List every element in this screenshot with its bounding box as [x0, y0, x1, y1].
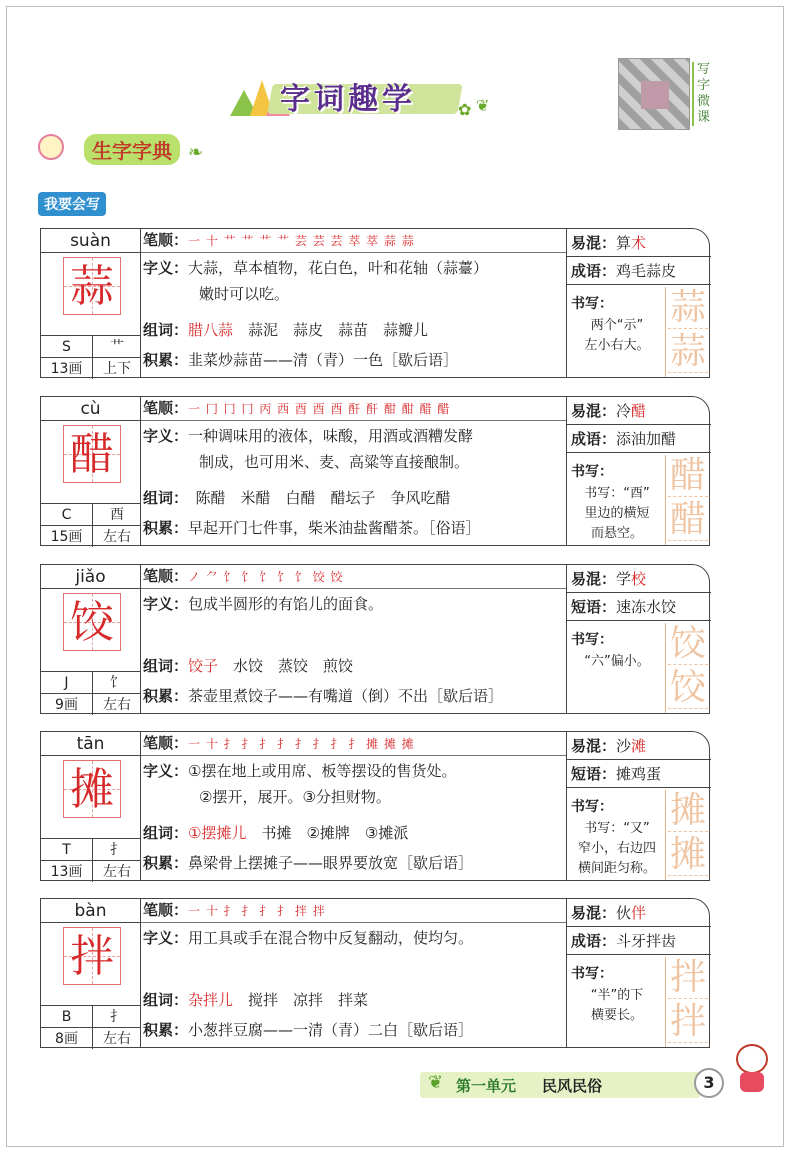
writing-tip-1: 两个“示”: [590, 318, 644, 333]
stroke-order-row: 笔顺：一 十 扌 扌 扌 扌 扌 扌 扌 扌 摊 摊 摊: [141, 732, 566, 756]
structure: 左右: [103, 697, 131, 713]
words-highlight: ①摆摊儿: [188, 824, 247, 842]
meaning-row-2: [141, 786, 566, 808]
trace-character[interactable]: 蒜: [669, 331, 706, 372]
stroke-order-row: 笔顺：一 十 艹 艹 艹 艹 芸 芸 芸 萃 萃 蒜 蒜: [141, 229, 566, 253]
char-card: [40, 396, 710, 546]
radical: 扌: [110, 842, 124, 858]
structure: 左右: [103, 529, 131, 545]
writing-label: 书写：: [571, 296, 613, 312]
stroke-count: 13画: [41, 358, 93, 379]
phrase-row: 成语：添油加醋: [567, 425, 711, 453]
index-row: [41, 1005, 140, 1027]
stroke-count: 9画: [41, 694, 93, 715]
index-row: [41, 838, 140, 860]
char-card: [40, 898, 710, 1048]
confusable-a: 算: [616, 234, 632, 252]
stroke-order: 一 十 扌 扌 扌 扌 拌 拌: [188, 904, 326, 918]
writing-tip-3: 而悬空。: [590, 526, 643, 541]
confusable-b: 伴: [631, 904, 647, 922]
confusable-b: 滩: [631, 737, 647, 755]
accumulation-row: 积累：韭菜炒蒜苗——清（青）一色［歇后语］: [143, 351, 459, 369]
qr-code[interactable]: [618, 58, 690, 130]
unit-label: 第一单元: [456, 1077, 517, 1095]
structure: 左右: [103, 864, 131, 880]
words-highlight: 腊八蒜: [188, 321, 234, 339]
stroke-structure-row: [41, 1027, 140, 1049]
confusable-a: 冷: [616, 402, 632, 420]
stroke-structure-row: [41, 693, 140, 715]
initial-letter: T: [41, 839, 93, 860]
initial-letter: C: [41, 504, 93, 525]
radical: 酉: [110, 507, 124, 523]
writing-tip-1: “半”的下: [590, 988, 644, 1003]
index-row: [41, 503, 140, 525]
tian-grid: [63, 593, 121, 651]
confusable-row: 易混：伙伴: [567, 899, 711, 927]
stroke-count: 15画: [41, 526, 93, 547]
trace-character[interactable]: 拌: [669, 1001, 706, 1042]
structure: 左右: [103, 1031, 131, 1047]
words-row: 组词： 陈醋 米醋 白醋 醋坛子 争风吃醋: [143, 489, 451, 507]
accumulation-row: 积累：茶壶里煮饺子——有嘴道（倒）不出［歇后语］: [143, 687, 504, 705]
accumulation-row: 积累：鼻梁骨上摆摊子——眼界要放宽［歇后语］: [143, 854, 474, 872]
big-character: 拌: [70, 931, 114, 982]
trace-character[interactable]: 摊: [669, 834, 706, 875]
index-row: [41, 671, 140, 693]
trace-character[interactable]: 醋: [669, 455, 706, 496]
words-list: 书摊 ②摊牌 ③摊派: [261, 824, 409, 842]
char-detail-column: [141, 397, 567, 545]
confusable-b: 术: [631, 234, 647, 252]
words-row: 组词：杂拌儿 搅拌 凉拌 拌菜: [143, 991, 369, 1009]
words-list: 搅拌 凉拌 拌菜: [248, 991, 369, 1009]
tracing-column: [665, 623, 709, 713]
meaning-row: 字义：一种调味用的液体，味酸，用酒或酒糟发酵: [143, 427, 474, 445]
meaning-row: 字义：①摆在地上或用席、板等摆设的售货处。: [143, 762, 457, 780]
writing-tip-3: 横间距匀称。: [577, 861, 656, 876]
confusable-a: 沙: [616, 737, 632, 755]
char-detail-column: [141, 899, 567, 1047]
words-list: 蒜泥 蒜皮 蒜苗 蒜瓣儿: [248, 321, 429, 339]
trace-character[interactable]: 饺: [669, 667, 706, 708]
structure: 上下: [103, 361, 131, 377]
meaning-row: 字义：包成半圆形的有馅儿的面食。: [143, 595, 384, 613]
writing-label: 书写：: [571, 464, 613, 480]
pinyin: tān: [41, 732, 140, 756]
confusable-b: 校: [631, 570, 647, 588]
confusable-row: 易混：算术: [567, 229, 711, 257]
words-list: 水饺 蒸饺 煎饺: [233, 657, 354, 675]
writing-tip-2: 横要长。: [590, 1008, 643, 1023]
meaning-text: 一种调味用的液体，味酸，用酒或酒糟发酵: [188, 427, 474, 445]
phrase-row: 成语：鸡毛蒜皮: [567, 257, 711, 285]
phrase-row: 短语：摊鸡蛋: [567, 760, 711, 788]
initial-letter: B: [41, 1006, 93, 1027]
accumulation-text: 韭菜炒蒜苗——清（青）一色［歇后语］: [188, 351, 459, 369]
char-info-column: [41, 229, 141, 377]
stroke-order: 一 十 扌 扌 扌 扌 扌 扌 扌 扌 摊 摊 摊: [188, 737, 415, 751]
section-subtitle: 我要会写: [38, 192, 106, 216]
confusable-a: 学: [616, 570, 632, 588]
trace-character[interactable]: 醋: [669, 499, 706, 540]
stroke-count: 13画: [41, 861, 93, 882]
words-row: 组词：饺子 水饺 蒸饺 煎饺: [143, 657, 354, 675]
words-list: 陈醋 米醋 白醋 醋坛子 争风吃醋: [195, 489, 451, 507]
sprout-icon: ❦: [476, 96, 490, 115]
leaf-icon: ❧: [188, 142, 204, 163]
phrase-row: 短语：速冻水饺: [567, 593, 711, 621]
char-info-column: [41, 565, 141, 713]
pinyin: jiǎo: [41, 565, 140, 589]
writing-tip-1: 书写：“又”: [584, 821, 650, 836]
big-character: 醋: [70, 429, 114, 480]
char-card: [40, 731, 710, 881]
stroke-order-row: 笔顺：ノ ⺈ 饣 饣 饣 饣 饣 饺 饺: [141, 565, 566, 589]
radical: 艹: [110, 339, 124, 355]
char-info-column: [41, 397, 141, 545]
char-extra-column: [567, 565, 711, 713]
index-row: [41, 335, 140, 357]
meaning-text: 大蒜，草本植物，花白色，叶和花轴（蒜薹）: [188, 259, 489, 277]
tracing-column: [665, 287, 709, 377]
tian-grid: [63, 257, 121, 315]
char-info-column: [41, 899, 141, 1047]
writing-tip-2: 窄小，右边四: [577, 841, 656, 856]
accumulation-text: 茶壶里煮饺子——有嘴道（倒）不出［歇后语］: [188, 687, 504, 705]
page-title: 字词趣学: [280, 82, 416, 117]
trace-character[interactable]: 拌: [669, 957, 706, 998]
writing-tip-1: “六”偏小。: [584, 654, 650, 669]
confusable-b: 醋: [631, 402, 647, 420]
meaning-row: 字义：大蒜，草本植物，花白色，叶和花轴（蒜薹）: [143, 259, 489, 277]
meaning-text-2: 嫩时可以吃。: [199, 285, 290, 303]
stroke-order: 一 十 艹 艹 艹 艹 芸 芸 芸 萃 萃 蒜 蒜: [188, 234, 415, 248]
tian-grid: [63, 425, 121, 483]
char-info-column: [41, 732, 141, 880]
char-extra-column: [567, 732, 711, 880]
header-title: [230, 70, 490, 122]
pinyin: bàn: [41, 899, 140, 923]
confusable-a: 伙: [616, 904, 632, 922]
writing-label: 书写：: [571, 632, 613, 648]
phrase-value: 速冻水饺: [616, 598, 677, 616]
stroke-count: 8画: [41, 1028, 93, 1049]
phrase-value: 添油加醋: [616, 430, 677, 448]
pinyin: suàn: [41, 229, 140, 253]
words-row: 组词：腊八蒜 蒜泥 蒜皮 蒜苗 蒜瓣儿: [143, 321, 429, 339]
radical: 饣: [110, 675, 124, 691]
stroke-order: ノ ⺈ 饣 饣 饣 饣 饣 饺 饺: [188, 570, 344, 584]
words-highlight: 饺子: [188, 657, 219, 675]
meaning-row-2: [141, 283, 566, 305]
confusable-row: 易混：冷醋: [567, 397, 711, 425]
trace-character[interactable]: 饺: [669, 623, 706, 664]
accumulation-text: 早起开门七件事，柴米油盐酱醋茶。［俗语］: [188, 519, 481, 537]
confusable-row: 易混：沙滩: [567, 732, 711, 760]
confusable-row: 易混：学校: [567, 565, 711, 593]
phrase-value: 摊鸡蛋: [616, 765, 662, 783]
radical: 扌: [110, 1009, 124, 1025]
meaning-text: 用工具或手在混合物中反复翻动，使均匀。: [188, 929, 474, 947]
trace-character[interactable]: 蒜: [669, 287, 706, 328]
char-extra-column: [567, 899, 711, 1047]
stroke-order-row: 笔顺：一 十 扌 扌 扌 扌 拌 拌: [141, 899, 566, 923]
char-extra-column: [567, 397, 711, 545]
trace-character[interactable]: 摊: [669, 790, 706, 831]
footer: [420, 1068, 720, 1102]
leaf-icon: ❦: [428, 1072, 444, 1093]
qr-center-icon: [641, 81, 669, 109]
tracing-column: [665, 957, 709, 1047]
stroke-order-row: 笔顺：一 冂 冂 冂 丙 西 酉 酉 酉 酐 酐 酣 酣 醋 醋: [141, 397, 566, 421]
phrase-row: 成语：斗牙拌齿: [567, 927, 711, 955]
writing-tip-2: 左小右大。: [584, 338, 650, 353]
meaning-row: 字义：用工具或手在混合物中反复翻动，使均匀。: [143, 929, 474, 947]
tian-grid: [63, 760, 121, 818]
snail-icon: [38, 134, 64, 160]
initial-letter: J: [41, 672, 93, 693]
char-card: [40, 228, 710, 378]
initial-letter: S: [41, 336, 93, 357]
char-detail-column: [141, 732, 567, 880]
words-row: 组词：①摆摊儿 书摊 ②摊牌 ③摊派: [143, 824, 409, 842]
meaning-text-2: ②摆开，展开。③分担财物。: [199, 788, 391, 806]
big-character: 饺: [70, 597, 114, 648]
writing-label: 书写：: [571, 799, 613, 815]
stroke-structure-row: [41, 357, 140, 379]
stroke-structure-row: [41, 525, 140, 547]
writing-tip-2: 里边的横短: [584, 506, 650, 521]
page-number: 3: [694, 1068, 724, 1098]
accumulation-text: 鼻梁骨上摆摊子——眼界要放宽［歇后语］: [188, 854, 474, 872]
phrase-value: 鸡毛蒜皮: [616, 262, 677, 280]
sprout-icon: ✿: [458, 100, 472, 119]
stroke-structure-row: [41, 860, 140, 882]
tian-grid: [63, 927, 121, 985]
accumulation-row: 积累：小葱拌豆腐——一清（青）二白［歇后语］: [143, 1021, 474, 1039]
char-card: [40, 564, 710, 714]
big-character: 蒜: [70, 261, 114, 312]
micro-lesson-label: 写字微课: [692, 62, 712, 126]
char-extra-column: [567, 229, 711, 377]
pinyin: cù: [41, 397, 140, 421]
meaning-row-2: [141, 451, 566, 473]
char-detail-column: [141, 229, 567, 377]
tracing-column: [665, 790, 709, 880]
char-detail-column: [141, 565, 567, 713]
unit-theme: 民风民俗: [542, 1077, 603, 1095]
big-character: 摊: [70, 764, 114, 815]
writing-label: 书写：: [571, 966, 613, 982]
section-title: 生字字典: [84, 134, 180, 165]
meaning-text-2: 制成，也可用米、麦、高粱等直接酿制。: [199, 453, 470, 471]
meaning-text: 包成半圆形的有馅儿的面食。: [188, 595, 384, 613]
accumulation-row: 积累：早起开门七件事，柴米油盐酱醋茶。［俗语］: [143, 519, 481, 537]
stroke-order: 一 冂 冂 冂 丙 西 酉 酉 酉 酐 酐 酣 酣 醋 醋: [188, 402, 451, 416]
accumulation-text: 小葱拌豆腐——一清（青）二白［歇后语］: [188, 1021, 474, 1039]
meaning-text: ①摆在地上或用席、板等摆设的售货处。: [188, 762, 457, 780]
writing-tip-1: 书写：“酉”: [584, 486, 650, 501]
tracing-column: [665, 455, 709, 545]
phrase-value: 斗牙拌齿: [616, 932, 677, 950]
words-highlight: 杂拌儿: [188, 991, 234, 1009]
mascot-icon: [730, 1040, 774, 1096]
